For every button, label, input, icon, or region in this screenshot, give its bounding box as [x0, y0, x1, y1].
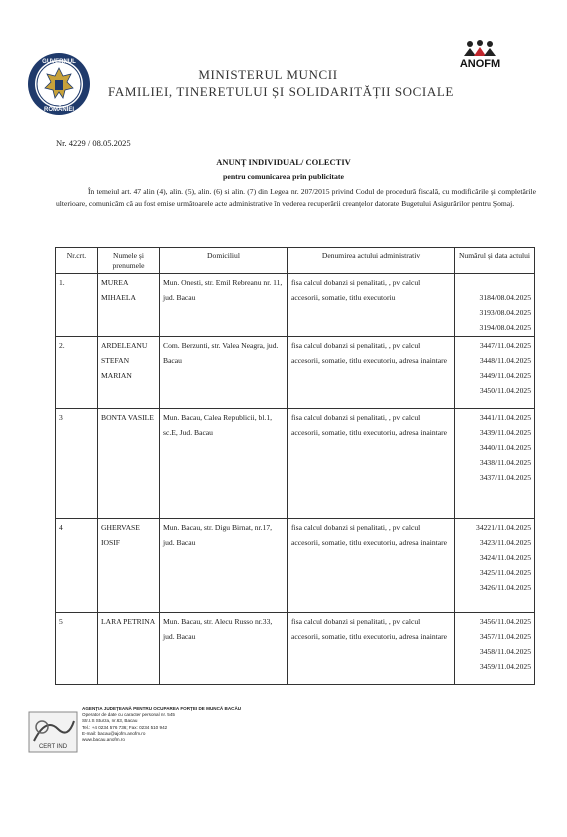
act-number: 3437/11.04.2025: [479, 473, 531, 482]
act-number: 3449/11.04.2025: [479, 371, 531, 380]
document-subtitle: pentru comunicarea prin publicitate: [223, 172, 344, 181]
act-number: 3194/08.04.2025: [479, 323, 531, 332]
row-name: GHERVASE IOSIF: [98, 519, 160, 613]
row-address: Mun. Bacau, Calea Republicii, bl.1, sc.E, Jud. Bacau: [160, 409, 288, 519]
act-number: [458, 275, 531, 290]
row-act: fisa calcul dobanzi si penalitati, , pv calcul accesorii, somatie, titlu executoriu, adresa inaintare: [288, 613, 455, 685]
row-act-numbers: [455, 274, 535, 337]
anofm-logo-text: ANOFM: [459, 58, 501, 70]
svg-text:ROMÂNIEI: ROMÂNIEI: [44, 107, 74, 113]
footer-agency-name: AGENȚIA JUDEȚEANĂ PENTRU OCUPAREA FORȚEI DE MUNCĂ BACĂU: [82, 706, 242, 711]
table-row: [56, 409, 535, 519]
row-act-numbers: [455, 613, 535, 685]
act-number: 3184/08.04.2025: [479, 293, 531, 302]
svg-text:CERT IND: CERT IND: [38, 744, 68, 750]
row-act-numbers: [455, 519, 535, 613]
footer-address: Str.I.S Sturza, nr.63, Bacau: [82, 718, 138, 724]
act-number: 3425/11.04.2025: [479, 568, 531, 577]
ministry-heading: [108, 66, 454, 100]
table-row: [56, 519, 535, 613]
act-number: 3193/08.04.2025: [479, 308, 531, 317]
header-nr: Nr.crt.: [56, 248, 98, 274]
row-act: fisa calcul dobanzi si penalitati, , pv calcul accesorii, somatie, titlu executoriu, adresa inaintare: [288, 409, 455, 519]
row-nr: 1.: [56, 274, 98, 337]
row-act: fisa calcul dobanzi si penalitati, , pv calcul accesorii, somatie, titlu executoriu, adresa inaintare: [288, 337, 455, 409]
document-title: ANUNȚ INDIVIDUAL/ COLECTIV: [216, 157, 351, 167]
row-name: ARDELEANU STEFAN MARIAN: [98, 337, 160, 409]
certind-logo-icon: [28, 711, 78, 753]
document-number: Nr. 4229 / 08.05.2025: [56, 138, 131, 148]
table-row: [56, 337, 535, 409]
act-number: 3423/11.04.2025: [479, 538, 531, 547]
footer-contact: [82, 706, 241, 743]
header-act-name: Denumirea actului administrativ: [288, 248, 455, 274]
act-number: 3457/11.04.2025: [479, 632, 531, 641]
act-number: 3439/11.04.2025: [479, 428, 531, 437]
act-number: 3448/11.04.2025: [479, 356, 531, 365]
act-number: 34221/11.04.2025: [476, 523, 531, 532]
row-nr: 2.: [56, 337, 98, 409]
government-seal-logo: [27, 52, 91, 116]
table-header-row: [56, 248, 535, 274]
table-row: [56, 274, 535, 337]
act-number: 3440/11.04.2025: [479, 443, 531, 452]
act-number: 3441/11.04.2025: [479, 413, 531, 422]
row-act: fisa calcul dobanzi si penalitati, , pv calcul accesorii, somatie, titlu executoriu: [288, 274, 455, 337]
row-address: Mun. Bacau, str. Digu Birnat, nr.17, jud. Bacau: [160, 519, 288, 613]
footer-operator: Operator de date cu caracter personal nr. 545: [82, 712, 175, 718]
svg-text:GUVERNUL: GUVERNUL: [42, 59, 76, 65]
acts-table: [55, 247, 535, 685]
header-address: Domiciliul: [160, 248, 288, 274]
header-act-number: Numărul și data actului: [455, 248, 535, 274]
row-act-numbers: [455, 337, 535, 409]
header-name: Numele și prenumele: [98, 248, 160, 274]
row-address: Mun. Bacau, str. Alecu Russo nr.33, jud. Bacau: [160, 613, 288, 685]
act-number: 3450/11.04.2025: [479, 386, 531, 395]
act-number: 3426/11.04.2025: [479, 583, 531, 592]
row-address: Mun. Onesti, str. Emil Rebreanu nr. 11, jud. Bacau: [160, 274, 288, 337]
row-name: LARA PETRINA: [98, 613, 160, 685]
table-row: [56, 613, 535, 685]
row-name: BONTA VASILE: [98, 409, 160, 519]
row-act: fisa calcul dobanzi si penalitati, , pv calcul accesorii, somatie, titlu executoriu, adresa inaintare: [288, 519, 455, 613]
row-nr: 5: [56, 613, 98, 685]
ministry-line-2: FAMILIEI, TINERETULUI ȘI SOLIDARITĂȚII SOCIALE: [108, 84, 454, 99]
act-number: 3456/11.04.2025: [479, 617, 531, 626]
act-number: 3458/11.04.2025: [479, 647, 531, 656]
ministry-line-1: MINISTERUL MUNCII: [198, 67, 338, 82]
act-number: 3447/11.04.2025: [479, 341, 531, 350]
document-intro: În temeiul art. 47 alin (4), alin. (5), alin. (6) si alin. (7) din Legea nr. 207/2015 privind Codul de procedură fiscală, cu modificările şi completările ulterioare, comunicăm că au fost emise următoarele acte administrative în vederea recuperării creanţelor datorate Bugetului Asigurărilor pentru Şomaj.: [56, 187, 536, 208]
row-act-numbers: [455, 409, 535, 519]
act-number: 3424/11.04.2025: [479, 553, 531, 562]
act-number: 3459/11.04.2025: [479, 662, 531, 671]
row-nr: 3: [56, 409, 98, 519]
act-number: 3438/11.04.2025: [479, 458, 531, 467]
footer-phone: Tel.: +4 0234 576 736; Fax: 0234 510 942: [82, 724, 168, 730]
row-name: MUREA MIHAELA: [98, 274, 160, 337]
row-nr: 4: [56, 519, 98, 613]
footer-website: www.bacau.anofm.ro: [82, 737, 125, 743]
row-address: Com. Berzunti, str. Valea Neagra, jud. Bacau: [160, 337, 288, 409]
footer-email: E-mail: bacau@ajofm.anofm.ro: [82, 730, 146, 736]
